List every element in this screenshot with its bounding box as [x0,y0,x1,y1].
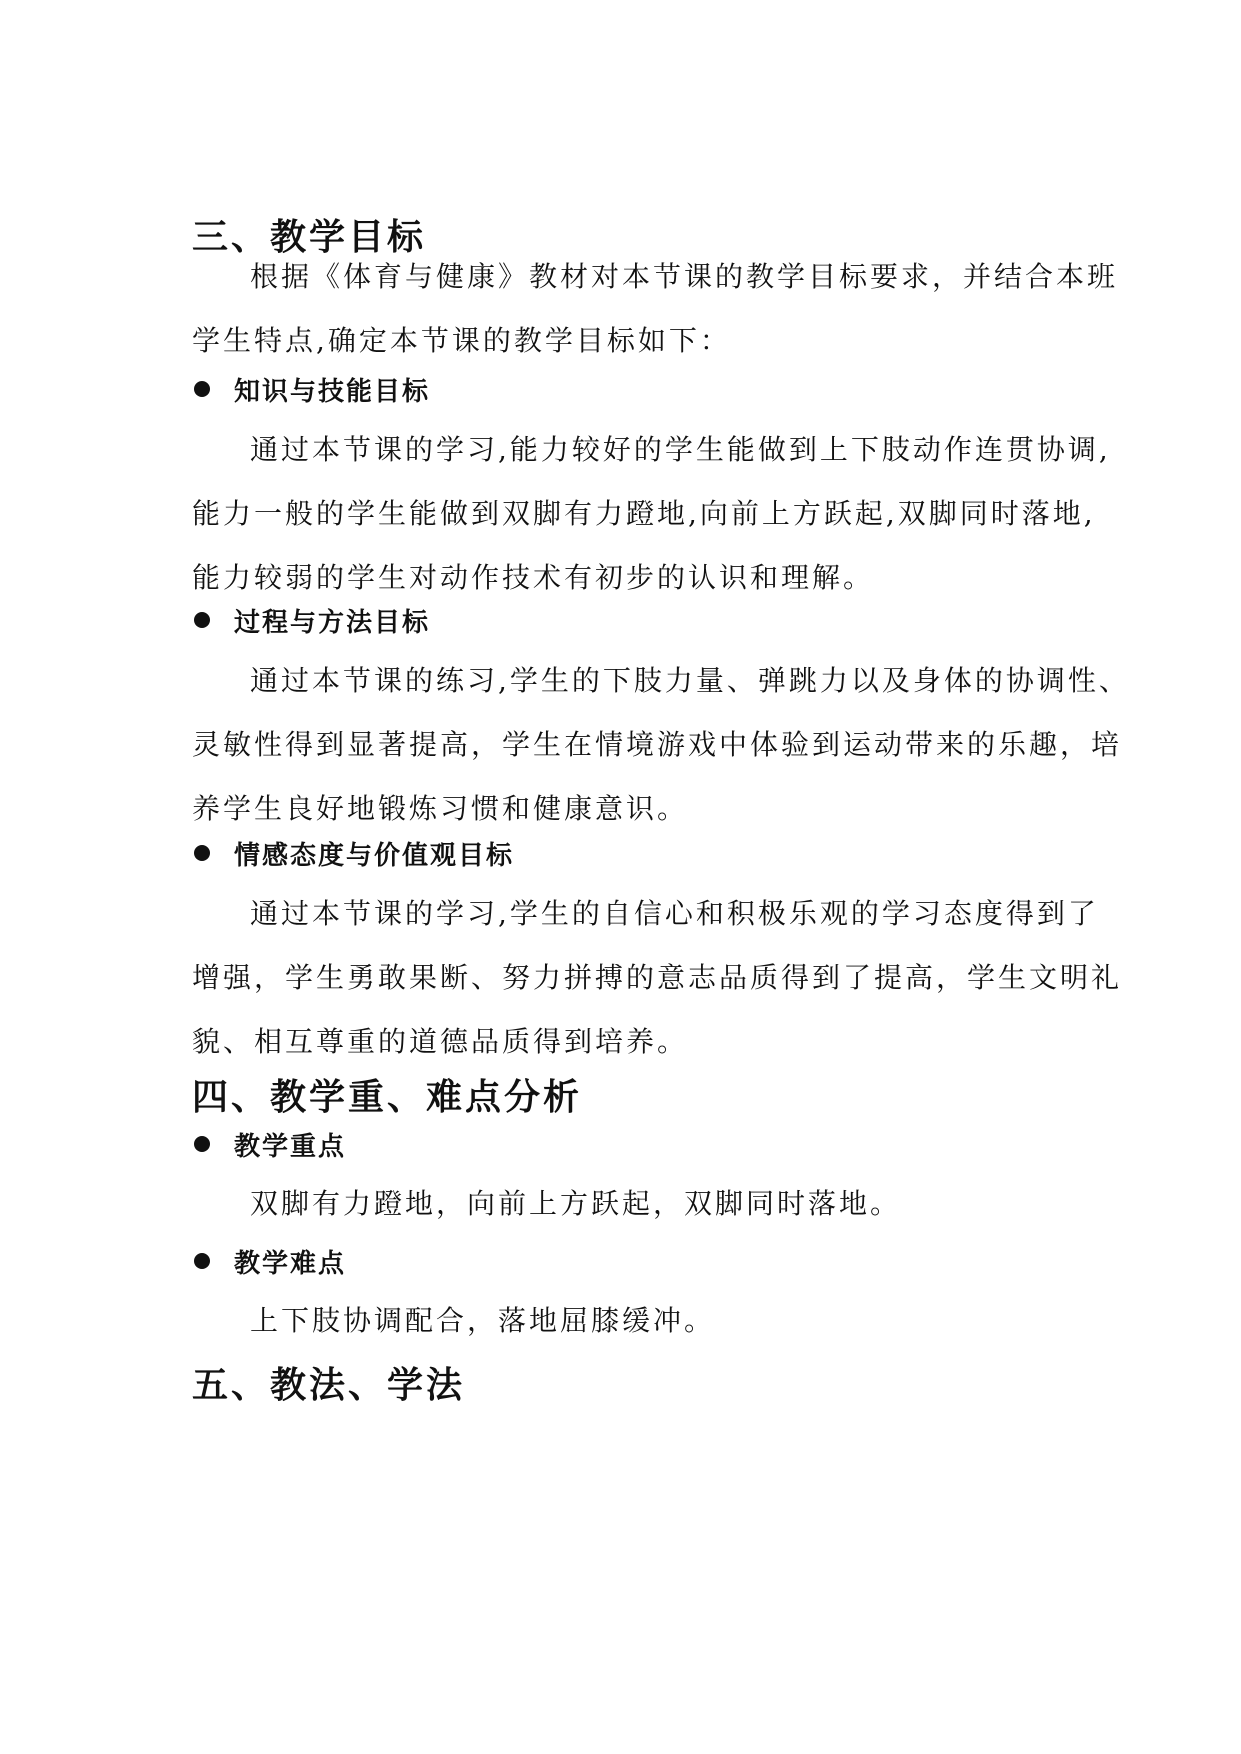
paragraph-line: 通过本节课的学习,能力较好的学生能做到上下肢动作连贯协调, [250,433,1111,466]
paragraph-line: 增强，学生勇敢果断、努力拼搏的意志品质得到了提高，学生文明礼 [192,961,1123,994]
difficult-point-item [192,1243,346,1279]
bullet-icon [194,612,210,628]
goal-item-process-method [192,602,430,638]
section-intro-paragraph [192,245,1119,373]
paragraph-line: 通过本节课的学习,学生的自信心和积极乐观的学习态度得到了 [250,897,1099,930]
goal-item-knowledge-skills [192,371,430,407]
goal-label: 知识与技能目标 [234,376,431,407]
difficult-point-paragraph [192,1289,1062,1353]
bullet-icon [194,1136,210,1152]
paragraph-line: 灵敏性得到显著提高，学生在情境游戏中体验到运动带来的乐趣，培 [192,728,1123,761]
goal-paragraph-knowledge-skills [192,418,1111,610]
paragraph-line: 学生特点,确定本节课的教学目标如下： [192,324,731,357]
paragraph-line: 能力较弱的学生对动作技术有初步的认识和理解。 [192,561,875,594]
paragraph-line: 双脚有力蹬地，向前上方跃起，双脚同时落地。 [250,1187,902,1220]
goal-label: 过程与方法目标 [234,607,431,638]
key-point-item [192,1126,346,1162]
difficult-point-label: 教学难点 [234,1248,347,1279]
paragraph-line: 能力一般的学生能做到双脚有力蹬地,向前上方跃起,双脚同时落地, [192,497,1096,530]
goal-paragraph-emotion-values [192,882,1123,1074]
paragraph-line: 上下肢协调配合，落地屈膝缓冲。 [250,1304,716,1337]
bullet-icon [194,845,210,861]
key-point-label: 教学重点 [234,1131,347,1162]
paragraph-line: 养学生良好地锻炼习惯和健康意识。 [192,792,689,825]
paragraph-line: 貌、相互尊重的道德品质得到培养。 [192,1025,689,1058]
paragraph-line: 根据《体育与健康》教材对本节课的教学目标要求，并结合本班 [250,260,1119,293]
goal-paragraph-process-method [192,649,1130,841]
section-heading-key-difficult-points: 四、教学重、难点分析 [192,1077,583,1118]
bullet-icon [194,381,210,397]
goal-label: 情感态度与价值观目标 [234,840,515,871]
goal-item-emotion-values [192,835,514,871]
section-heading-teaching-learning-methods: 五、教法、学法 [192,1365,466,1406]
paragraph-line: 通过本节课的练习,学生的下肢力量、弹跳力以及身体的协调性、 [250,664,1130,697]
bullet-icon [194,1253,210,1269]
key-point-paragraph [192,1172,1062,1236]
section-heading-teaching-goals: 三、教学目标 [192,217,427,258]
